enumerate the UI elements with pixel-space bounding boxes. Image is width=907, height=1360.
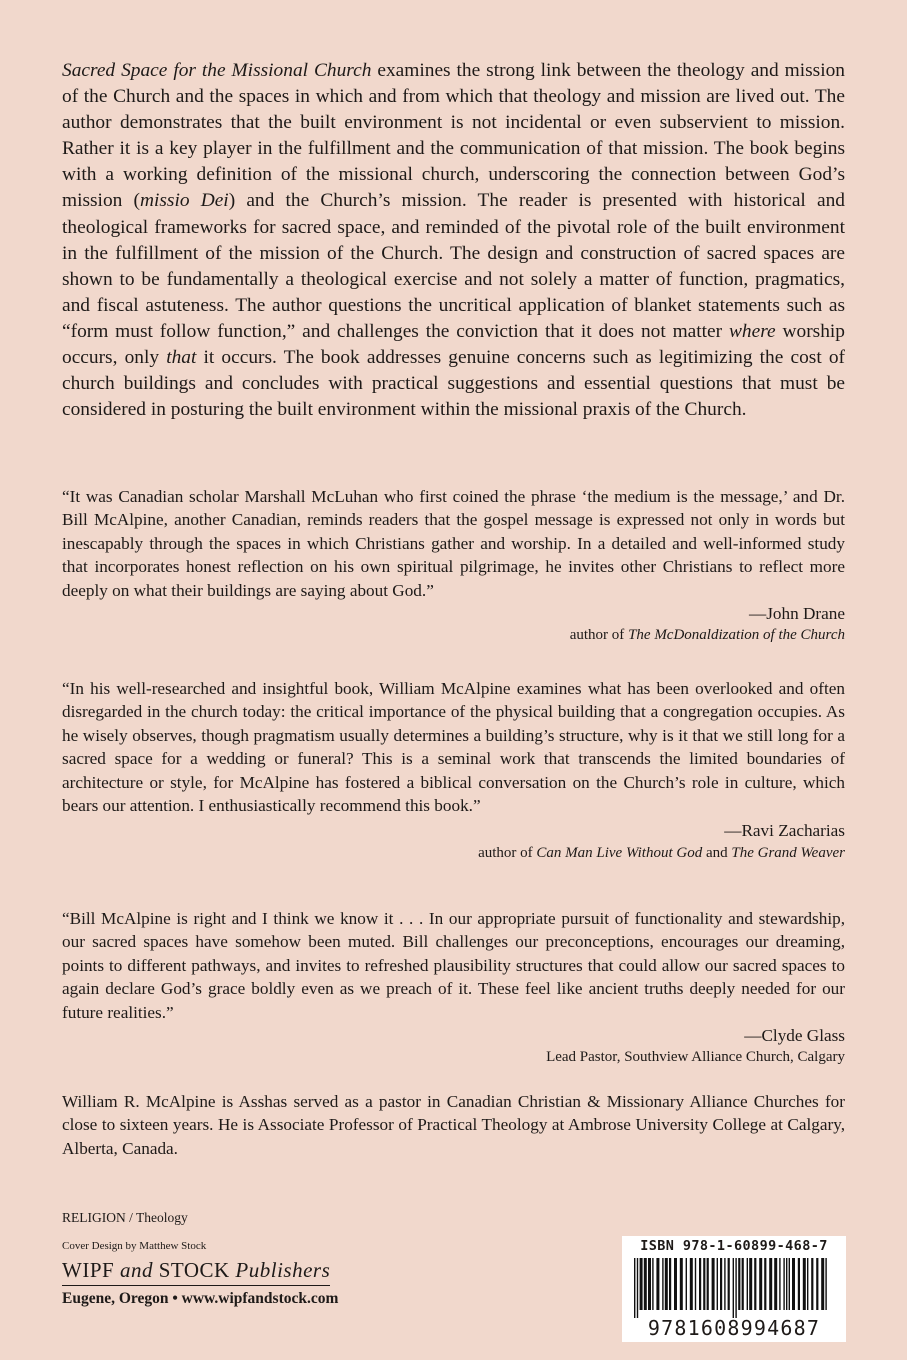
- publisher-logo: WIPF and STOCK Publishers: [62, 1258, 330, 1286]
- barcode-bars: [632, 1258, 836, 1318]
- book-description: Sacred Space for the Missional Church examines the strong link between the theology and mission of the Church and the spaces in which and from which that theology and mission are lived out. The author demonstrates that the built environment is not incidental or even subservient to mission. Rather it is a key player in the fulfillment and the communication of that mission. The book begins with a working definition of the missional church, underscoring the connection between God’s mission (missio Dei) and the Church’s mission. The reader is presented with historical and theological frameworks for sacred space, and reminded of the pivotal role of the built environment in the fulfillment of the mission of the Church. The design and construction of sacred spaces are shown to be fundamentally a theological exercise and not solely a matter of function, pragmatics, and fiscal astuteness. The author questions the uncritical application of blanket statements such as “form must follow function,” and challenges the conviction that it does not matter where worship occurs, only that it occurs. The book addresses genuine concerns such as legitimizing the cost of church buildings and concludes with practical suggestions and essential questions that must be considered in posturing the built environment within the missional praxis of the Church.: [62, 60, 845, 421]
- endorser-role: author of Can Man Live Without God and The Grand Weaver: [478, 844, 845, 861]
- barcode-bar: [749, 1258, 752, 1310]
- barcode-bar: [747, 1258, 748, 1310]
- barcode-bar: [754, 1258, 756, 1310]
- barcode-bar: [825, 1258, 826, 1310]
- back-cover: [62, 58, 845, 1158]
- barcode-bar: [703, 1258, 705, 1310]
- barcode-bar: [738, 1258, 740, 1310]
- barcode-bar: [774, 1258, 777, 1310]
- barcode-bar: [652, 1258, 653, 1310]
- endorsement-glass: [62, 907, 845, 1068]
- barcode-bar: [634, 1258, 635, 1318]
- barcode-bar: [783, 1258, 784, 1310]
- barcode-bar: [728, 1258, 730, 1310]
- barcode-bar: [640, 1258, 643, 1310]
- book-title: Sacred Space for the Missional Church: [62, 60, 372, 81]
- barcode-bar: [720, 1258, 722, 1310]
- publisher-location: Eugene, Oregon • www.wipfandstock.com: [62, 1290, 339, 1307]
- publisher-block: [62, 1210, 338, 1308]
- barcode-bar: [764, 1258, 766, 1310]
- barcode-bar: [699, 1258, 701, 1310]
- barcode-bar: [733, 1258, 734, 1318]
- barcode-bar: [807, 1258, 808, 1310]
- endorsement-zacharias: [62, 677, 845, 864]
- endorser-name: —Clyde Glass: [744, 1026, 845, 1046]
- barcode-bar: [648, 1258, 651, 1310]
- barcode-bar: [695, 1258, 696, 1310]
- barcode-bar: [769, 1258, 772, 1310]
- category-label: RELIGION / Theology: [62, 1210, 188, 1225]
- barcode-bar: [779, 1258, 780, 1310]
- barcode-bar: [803, 1258, 806, 1310]
- barcode-bar: [759, 1258, 762, 1310]
- barcode-bar: [669, 1258, 671, 1310]
- author-bio: William R. McAlpine is Asshas served as a pastor in Canadian Christian & Missionary Alliance Churches for close to sixteen years. He is Associate Professor of Practical Theology at Ambrose University College at Calgary, Alberta, Canada.: [62, 1092, 845, 1158]
- barcode-bar: [690, 1258, 693, 1310]
- barcode-bar: [712, 1258, 715, 1310]
- barcode-bar: [637, 1258, 638, 1318]
- barcode-bar: [665, 1258, 668, 1310]
- barcode-bar: [674, 1258, 677, 1310]
- cover-design-credit: Cover Design by Matthew Stock: [62, 1240, 207, 1252]
- endorser-role: Lead Pastor, Southview Alliance Church, Calgary: [546, 1049, 845, 1066]
- barcode-bar: [816, 1258, 818, 1310]
- barcode-bar: [680, 1258, 683, 1310]
- endorser-name: —John Drane: [749, 604, 845, 624]
- barcode-bar: [656, 1258, 659, 1310]
- barcode-bar: [717, 1258, 718, 1310]
- barcode-bar: [786, 1258, 787, 1310]
- barcode-bar: [789, 1258, 790, 1310]
- barcode-bar: [798, 1258, 800, 1310]
- endorsement-text: “It was Canadian scholar Marshall McLuhan who first coined the phrase ‘the medium is the message,’ and Dr. Bill McAlpine, another Canadian, reminds readers that the gospel message is expressed not only in words but inescapably through the spaces in which Christians gather and worship. In a detailed and well-informed study that incorporates honest reflection on his own spiritual pilgrimage, he invites other Christians to reflect more deeply on what their buildings are saying about God.”: [62, 487, 845, 600]
- barcode-digits: 9781608994687: [647, 1316, 821, 1340]
- endorser-role: author of The McDonaldization of the Church: [569, 627, 845, 644]
- barcode-bar: [662, 1258, 663, 1310]
- barcode-bar: [821, 1258, 824, 1310]
- barcode-bar: [742, 1258, 744, 1310]
- endorser-name: —Ravi Zacharias: [724, 821, 845, 841]
- barcode-bar: [686, 1258, 687, 1310]
- endorsement-drane: [62, 485, 845, 646]
- barcode-bar: [735, 1258, 736, 1318]
- barcode-bar: [792, 1258, 795, 1310]
- endorsement-text: “Bill McAlpine is right and I think we know it . . . In our appropriate pursuit of functionality and stewardship, our sacred spaces have somehow been muted. Bill challenges our preconceptions, encourages our dreaming, points to different pathways, and invites to refreshed plausibility structures that could allow our sacred spaces to again declare God’s grace boldly even as we preach of it. These feel like ancient truths deeply needed for our future realities.”: [62, 909, 845, 1022]
- barcode-bar: [811, 1258, 813, 1310]
- barcode-bar: [707, 1258, 709, 1310]
- isbn-barcode: [622, 1236, 846, 1342]
- barcode-bar: [724, 1258, 725, 1310]
- barcode-bar: [644, 1258, 647, 1310]
- isbn-label: ISBN 978-1-60899-468-7: [640, 1238, 828, 1254]
- endorsement-text: “In his well-researched and insightful book, William McAlpine examines what has been overlooked and often disregarded in the church today: the critical importance of the physical building that a congregation occupies. As he wisely observes, though pragmatism usually determines a building’s structure, why is it that we still long for a sacred space for a wedding or funeral? This is a seminal work that transcends the limited boundaries of architecture or style, for McAlpine has fostered a biblical conversation on the Church’s role in culture, which bears our attention. I enthusiastically recommend this book.”: [62, 679, 845, 816]
